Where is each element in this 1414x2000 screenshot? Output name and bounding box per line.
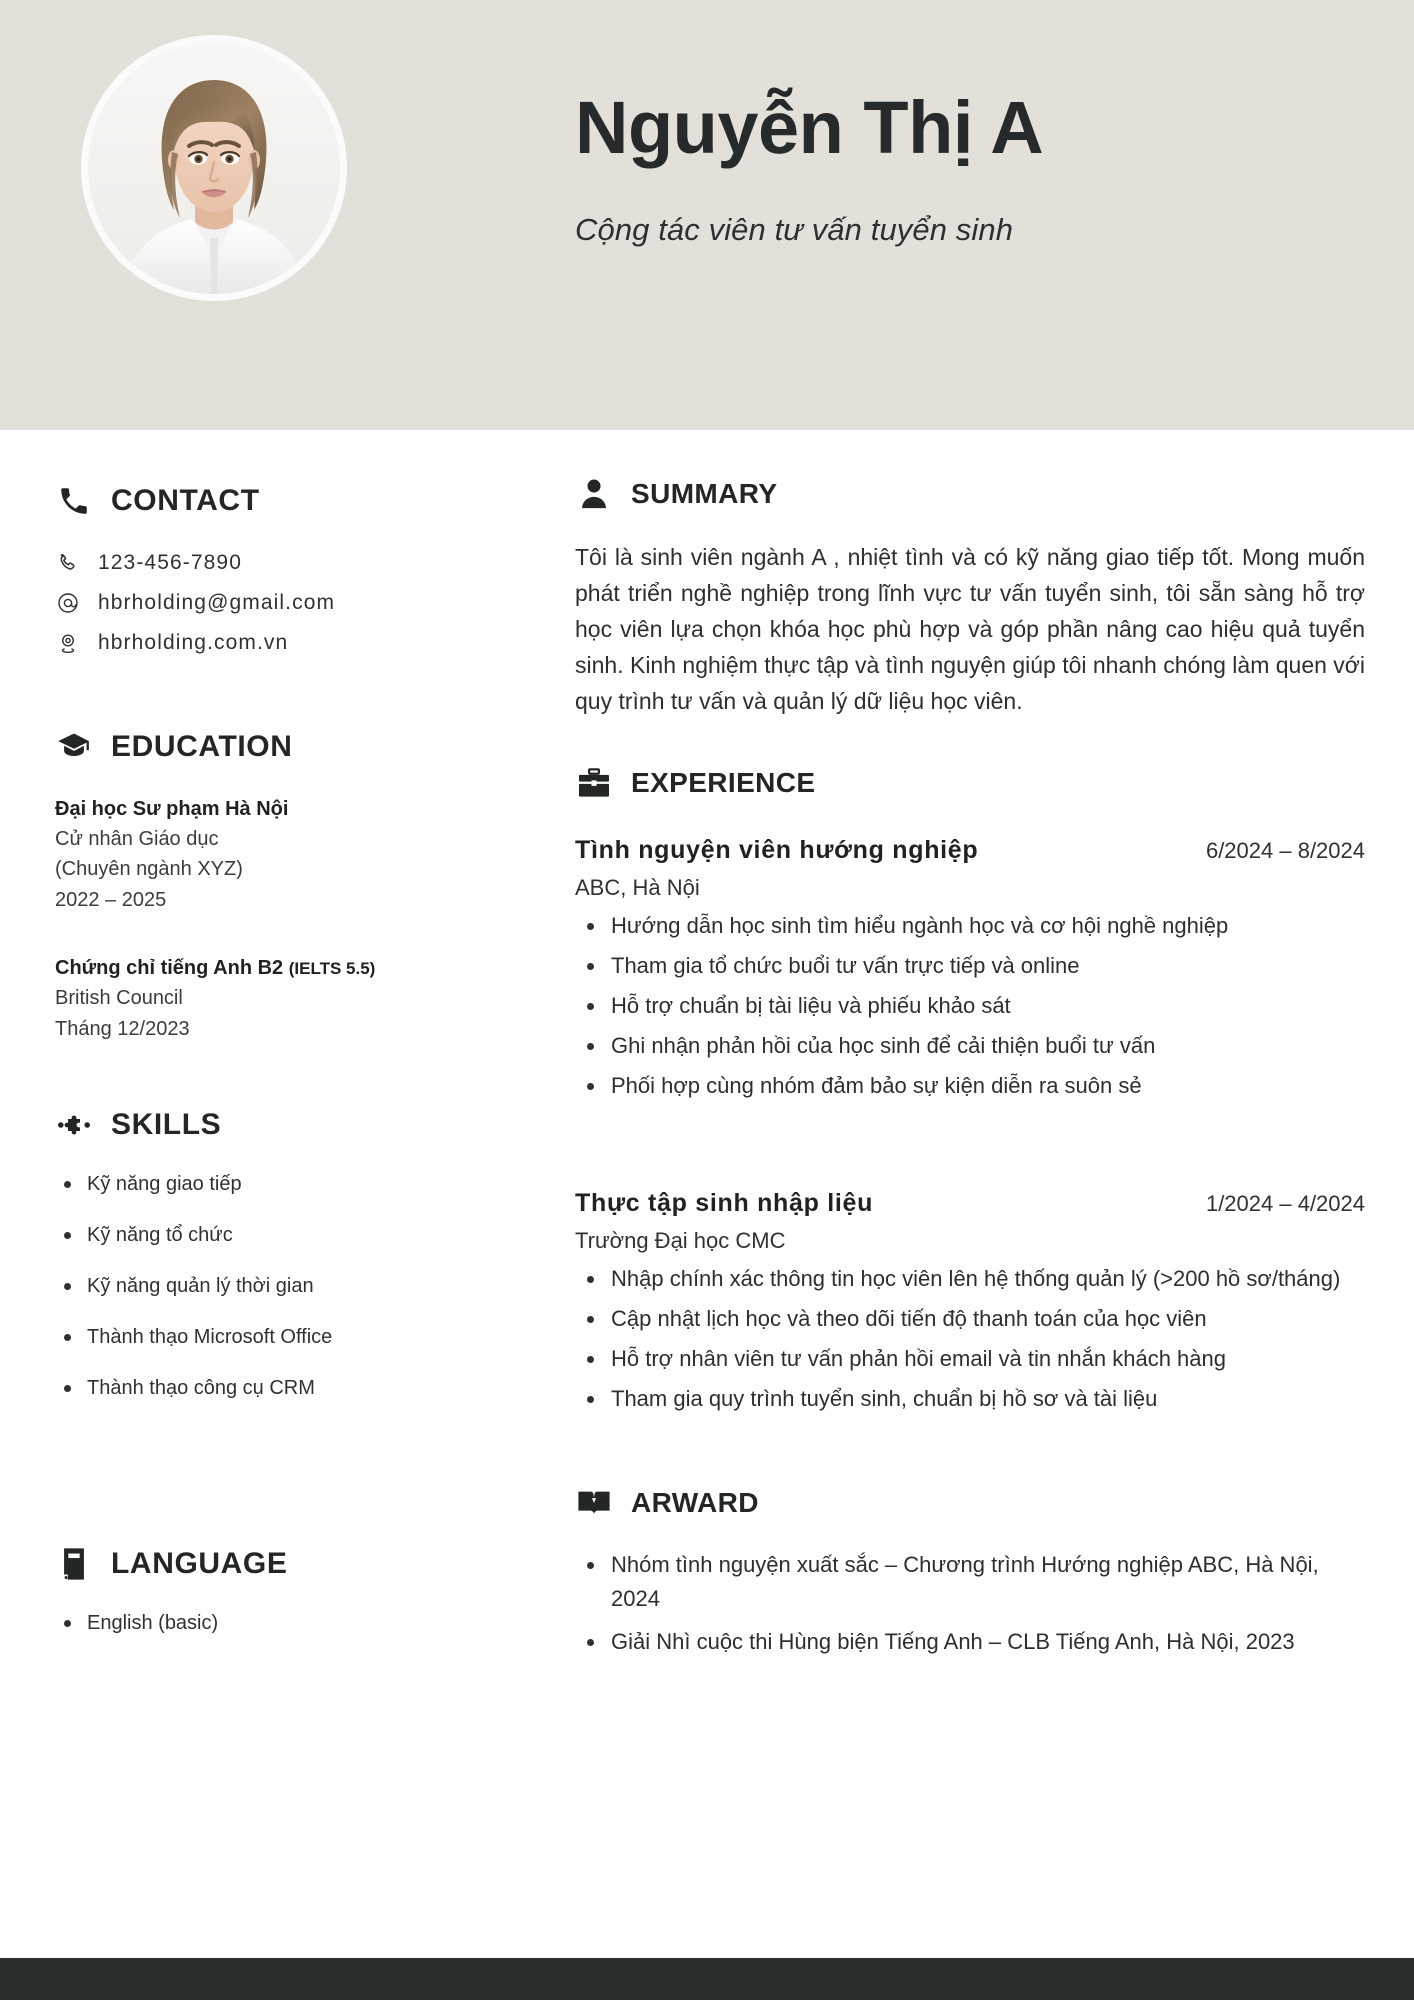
right-column: [575, 475, 1365, 1667]
experience-header-row: [575, 1189, 1365, 1218]
resume-body: [0, 430, 1414, 1958]
education-entry: [55, 953, 455, 1044]
education-school-text: Đại học Sư phạm Hà Nội: [55, 798, 289, 820]
experience-header-row: [575, 836, 1365, 865]
section-title-experience: EXPERIENCE: [631, 766, 816, 798]
contact-phone-value[interactable]: 123-456-7890: [98, 551, 242, 574]
left-column: [55, 482, 455, 1660]
spacer: [575, 1109, 1365, 1155]
section-award-header: [575, 1484, 1365, 1522]
experience-entry: [575, 1189, 1365, 1416]
contact-email-value[interactable]: hbrholding@gmail.com: [98, 591, 336, 614]
section-contact-header: [55, 482, 455, 520]
spacer: [55, 1044, 455, 1106]
list-item: Tham gia tổ chức buổi tư vấn trực tiếp và online: [575, 949, 1365, 983]
list-item: Phối hợp cùng nhóm đảm bảo sự kiện diễn ra suôn sẻ: [575, 1069, 1365, 1103]
list-item: English (basic): [55, 1609, 455, 1638]
list-item: Tham gia quy trình tuyển sinh, chuẩn bị hồ sơ và tài liệu: [575, 1382, 1365, 1416]
portrait-photo-icon: [88, 42, 340, 294]
education-date: Tháng 12/2023: [55, 1017, 190, 1040]
section-summary-header: [575, 475, 1365, 513]
avatar: [88, 42, 340, 294]
list-item: Hỗ trợ nhân viên tư vấn phản hồi email và tin nhắn khách hàng: [575, 1342, 1365, 1376]
section-title-skills: SKILLS: [111, 1107, 222, 1141]
section-title-education: EDUCATION: [111, 730, 293, 763]
list-item: Kỹ năng giao tiếp: [55, 1170, 455, 1199]
spacer: [55, 1425, 455, 1545]
education-institution: British Council: [55, 987, 183, 1010]
phone-icon: [55, 482, 93, 520]
section-title-language: LANGUAGE: [111, 1546, 288, 1580]
education-certificate-text: Chứng chỉ tiếng Anh B2: [55, 957, 289, 980]
list-item: Giải Nhì cuộc thi Hùng biện Tiếng Anh – CLB Tiếng Anh, Hà Nội, 2023: [575, 1625, 1365, 1659]
experience-org: ABC, Hà Nội: [575, 874, 700, 900]
section-title-summary: SUMMARY: [631, 478, 778, 509]
education-certificate: [55, 953, 455, 983]
header-text: [575, 88, 1355, 248]
list-item: Thành thạo Microsoft Office: [55, 1323, 455, 1352]
footer-bar: [0, 1958, 1414, 2000]
list-item: Thành thạo công cụ CRM: [55, 1374, 455, 1403]
experience-entry: [575, 836, 1365, 1103]
education-major: (Chuyên ngành XYZ): [55, 858, 243, 881]
skills-list: [55, 1170, 455, 1403]
experience-role: Tình nguyện viên hướng nghiệp: [575, 835, 979, 864]
education-certificate-score: (IELTS 5.5): [288, 959, 376, 979]
page-title: Nguyễn Thị A: [575, 86, 1044, 169]
job-title: Cộng tác viên tư vấn tuyển sinh: [575, 211, 1014, 247]
list-item: Kỹ năng tổ chức: [55, 1221, 455, 1250]
spacer: [575, 1422, 1365, 1484]
list-item: Nhóm tình nguyện xuất sắc – Chương trình Hướng nghiệp ABC, Hà Nội, 2024: [575, 1548, 1365, 1616]
list-item: Hỗ trợ chuẩn bị tài liệu và phiếu khảo sát: [575, 989, 1365, 1023]
list-item: Cập nhật lịch học và theo dõi tiến độ thanh toán của học viên: [575, 1302, 1365, 1336]
list-item: Kỹ năng quản lý thời gian: [55, 1272, 455, 1301]
experience-bullets: [575, 1262, 1365, 1416]
language-list: [55, 1609, 455, 1638]
section-skills-header: [55, 1106, 455, 1144]
section-experience-header: [575, 764, 1365, 802]
list-item: Ghi nhận phản hồi của học sinh để cải thiện buổi tư vấn: [575, 1029, 1365, 1063]
education-years: 2022 – 2025: [55, 888, 167, 911]
education-school: [55, 794, 455, 824]
list-item: Nhập chính xác thông tin học viên lên hệ thống quản lý (>200 hồ sơ/tháng): [575, 1262, 1365, 1296]
list-item: Hướng dẫn học sinh tìm hiểu ngành học và cơ hội nghề nghiệp: [575, 909, 1365, 943]
experience-date: 6/2024 – 8/2024: [1205, 837, 1365, 863]
section-title-award: ARWARD: [631, 1487, 759, 1519]
contact-website-value[interactable]: hbrholding.com.vn: [98, 631, 289, 654]
contact-row-phone: [55, 550, 455, 576]
puzzle-piece-icon: [55, 1106, 93, 1144]
spacer: [575, 720, 1365, 764]
email-at-icon: [55, 590, 81, 616]
summary-text: Tôi là sinh viên ngành A , nhiệt tình và có kỹ năng giao tiếp tốt. Mong muốn phát triển nghề nghiệp trong lĩnh vực tư vấn tuyển sinh, tôi sẵn sàng hỗ trợ học viên lựa chọn khóa học phù hợp và góp phần nâng cao hiệu quả tuyển sinh. Kinh nghiệm thực tập và tình nguyện giúp tôi nhanh chóng làm quen với quy trình tư vấn và quản lý dữ liệu học viên.: [575, 544, 1365, 715]
experience-bullets: [575, 909, 1365, 1103]
education-degree: Cử nhân Giáo dục: [55, 828, 219, 850]
experience-date: 1/2024 – 4/2024: [1205, 1191, 1365, 1217]
book-icon: [55, 1545, 93, 1583]
phone-icon: [55, 550, 81, 576]
section-title-contact: CONTACT: [111, 484, 260, 517]
spacer: [55, 670, 455, 728]
graduation-cap-icon: [55, 728, 93, 766]
section-education-header: [55, 728, 455, 766]
contact-row-website: [55, 630, 455, 656]
person-icon: [575, 475, 613, 513]
contact-list: [55, 550, 455, 656]
resume-header: [0, 0, 1414, 430]
experience-org: Trường Đại học CMC: [575, 1228, 786, 1254]
section-language-header: [55, 1545, 455, 1583]
contact-row-email: [55, 590, 455, 616]
award-list: [575, 1548, 1365, 1658]
briefcase-icon: [575, 764, 613, 802]
education-entry: [55, 794, 455, 915]
open-book-icon: [575, 1484, 613, 1522]
experience-role: Thực tập sinh nhập liệu: [575, 1189, 874, 1218]
location-pin-icon: [55, 630, 81, 656]
